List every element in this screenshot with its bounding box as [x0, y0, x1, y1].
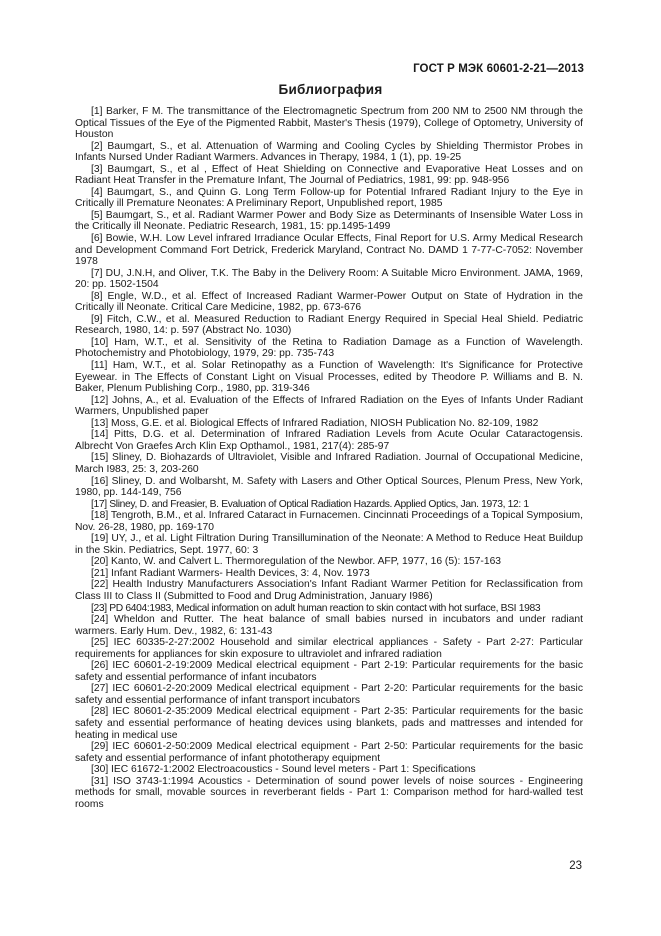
reference-item: [30] IEC 61672-1:2002 Electroacoustics - Sound level meters - Part 1: Specifications — [91, 764, 476, 776]
reference-item: [29] IEC 60601-2-50:2009 Medical electrical equipment - Part 2-50: Particular requirements for the basic safety and essential performance of infant phototherapy equipment — [75, 741, 583, 764]
reference-item: [12] Johns, A., et al. Evaluation of the Effects of Infrared Radiation on the Eyes of Infants Under Radiant Warmers, Unpublished paper — [75, 394, 583, 418]
reference-item: [16] Sliney, D. and Wolbarsht, M. Safety with Lasers and Other Optical Sources, Plenum Press, New York, 1980, pp. 144-149, 756 — [75, 475, 583, 499]
reference-item: [9] Fitch, C.W., et al. Measured Reduction to Radiant Energy Required in Special Heal Shield. Pediatric Research, 1980, 14: p. 597 (Abstract No. 1030) — [75, 313, 583, 337]
reference-item: [31] ISO 3743-1:1994 Acoustics - Determination of sound power levels of noise sources - Engineering methods for small, movable sources in reverberant fields - Part 1: Comparison method for hard-walled test rooms — [75, 775, 583, 810]
reference-item: [26] IEC 60601-2-19:2009 Medical electrical equipment - Part 2-19: Particular requirements for the basic safety and essential performance of infant incubators — [75, 660, 583, 683]
bibliography-list — [75, 106, 583, 810]
reference-item: [18] Tengroth, B.M., et al. Infrared Cataract in Furnacemen. Cincinnati Proceedings of a Topical Symposium, Nov. 26-28, 1980, pp. 169-170 — [75, 510, 583, 533]
reference-item: [17] Sliney, D. and Freasier, B. Evaluation of Optical Radiation Hazards. Applied Optics, Jan. 1973, 12: 1 — [91, 498, 529, 510]
reference-item: [5] Baumgart, S., et al. Radiant Warmer Power and Body Size as Determinants of Insensible Water Loss in the Critically ill Neonate. Pediatric Research, 1981, 15: pp.1495-1499 — [75, 209, 583, 233]
reference-item: [4] Baumgart, S., and Quinn G. Long Term Follow-up for Potential Infrared Radiant Injury to the Eye in Critically ill Premature Neonates: A Preliminary Report, Unpublished report, 1985 — [75, 186, 583, 210]
page-title: Библиография — [278, 82, 383, 97]
reference-item: [25] IEC 60335-2-27:2002 Household and similar electrical appliances - Safety - Part 2-27: Particular requirements for appliances for skin exposure to ultraviolet and infrared radiation — [75, 637, 583, 660]
reference-item: [23] PD 6404:1983, Medical information on adult human reaction to skin contact with hot surface, BSI 1983 — [91, 602, 541, 614]
reference-item: [7] DU, J.N.H, and Oliver, T.K. The Baby in the Delivery Room: A Suitable Micro Environment. JAMA, 1969, 20: pp. 1502-1504 — [75, 267, 583, 291]
reference-item: [10] Ham, W.T., et al. Sensitivity of the Retina to Radiation Damage as a Function of Wavelength. Photochemistry and Photobiology, 1979, 29: pp. 735-743 — [75, 336, 583, 360]
reference-item: [24] Wheldon and Rutter. The heat balance of small babies nursed in incubators and under radiant warmers. Early Hum. Dev., 1982, 6: 131-43 — [75, 614, 583, 637]
reference-item: [22] Health Industry Manufacturers Association's Infant Radiant Warmer Petition for Reclassification from Class III to Class II (Submitted to Food and Drug Administration, January I986) — [75, 579, 583, 602]
reference-item: [6] Bowie, W.H. Low Level infrared Irradiance Ocular Effects, Final Report for U.S. Army Medical Research and Development Command Fort Detrick, Frederick Maryland, Contract No. DAMD 1 7-77-C-7052: November 1978 — [75, 233, 583, 268]
reference-item: [3] Baumgart, S., et al , Effect of Heat Shielding on Connective and Evaporative Heat Losses and on Radiant Heat Transfer in the Premature Infant, The Journal of Pediatrics, 1981, 99: pp. 948-956 — [75, 163, 583, 187]
reference-item: [1] Barker, F M. The transmittance of the Electromagnetic Spectrum from 200 NM to 2500 NM through the Optical Tissues of the Eye of the Pigmented Rabbit, Master's Thesis (1979), College of Optometry, University of Houston — [75, 106, 583, 141]
reference-item: [15] Sliney, D. Biohazards of Ultraviolet, Visible and Infrared Radiation. Journal of Occupational Medicine, March I983, 25: 3, 203-260 — [75, 452, 583, 475]
reference-item: [20] Kanto, W. and Calvert L. Thermoregulation of the Newbor. AFP, 1977, 16 (5): 157-163 — [91, 556, 502, 568]
standard-code-header: ГОСТ Р МЭК 60601-2-21—2013 — [413, 63, 584, 75]
reference-item: [8] Engle, W.D., et al. Effect of Increased Radiant Warmer-Power Output on State of Hydration in the Critically ill Neonate. Critical Care Medicine, 1982, pp. 673-676 — [75, 290, 583, 314]
reference-item: [28] IEC 80601-2-35:2009 Medical electrical equipment - Part 2-35: Particular requirements for the basic safety and essential performance of heating devices using blankets, pads and mattresses and intended for heating in medical use — [75, 706, 583, 741]
reference-item: [11] Ham, W.T., et al. Solar Retinopathy as a Function of Wavelength: It's Significance for Protective Eyewear. in The Effects of Constant Light on Visual Processes, edited by Theodore P. Williams and B. N. Baker, Plenum Publishing Corp., 1980, pp. 319-346 — [75, 360, 583, 395]
reference-item: [19] UY, J., et al. Light Filtration During Transillumination of the Neonate: A Method to Reduce Heat Buildup in the Skin. Pediatrics, Sept. 1977, 60: 3 — [75, 533, 583, 556]
reference-item: [21] Infant Radiant Warmers- Health Devices, 3: 4, Nov. 1973 — [91, 567, 370, 579]
page-number: 23 — [569, 860, 582, 872]
reference-item: [27] IEC 60601-2-20:2009 Medical electrical equipment - Part 2-20: Particular requirements for the basic safety and essential performance of infant transport incubators — [75, 683, 583, 706]
reference-item: [2] Baumgart, S., et al. Attenuation of Warming and Cooling Cycles by Shielding Thermistor Probes in Infants Nursed Under Radiant Warmers. Advances in Therapy, 1984, 1 (1), pp. 19-25 — [75, 140, 583, 164]
reference-item: [13] Moss, G.E. et al. Biological Effects of Infrared Radiation, NIOSH Publication No. 82-109, 1982 — [91, 417, 539, 429]
reference-item: [14] Pitts, D.G. et al. Determination of Infrared Radiation Levels from Acute Ocular Cataractogensis. Albrecht Von Graefes Arch Klin Exp Opthamol., 1981, 217(4): 285-97 — [75, 429, 583, 452]
